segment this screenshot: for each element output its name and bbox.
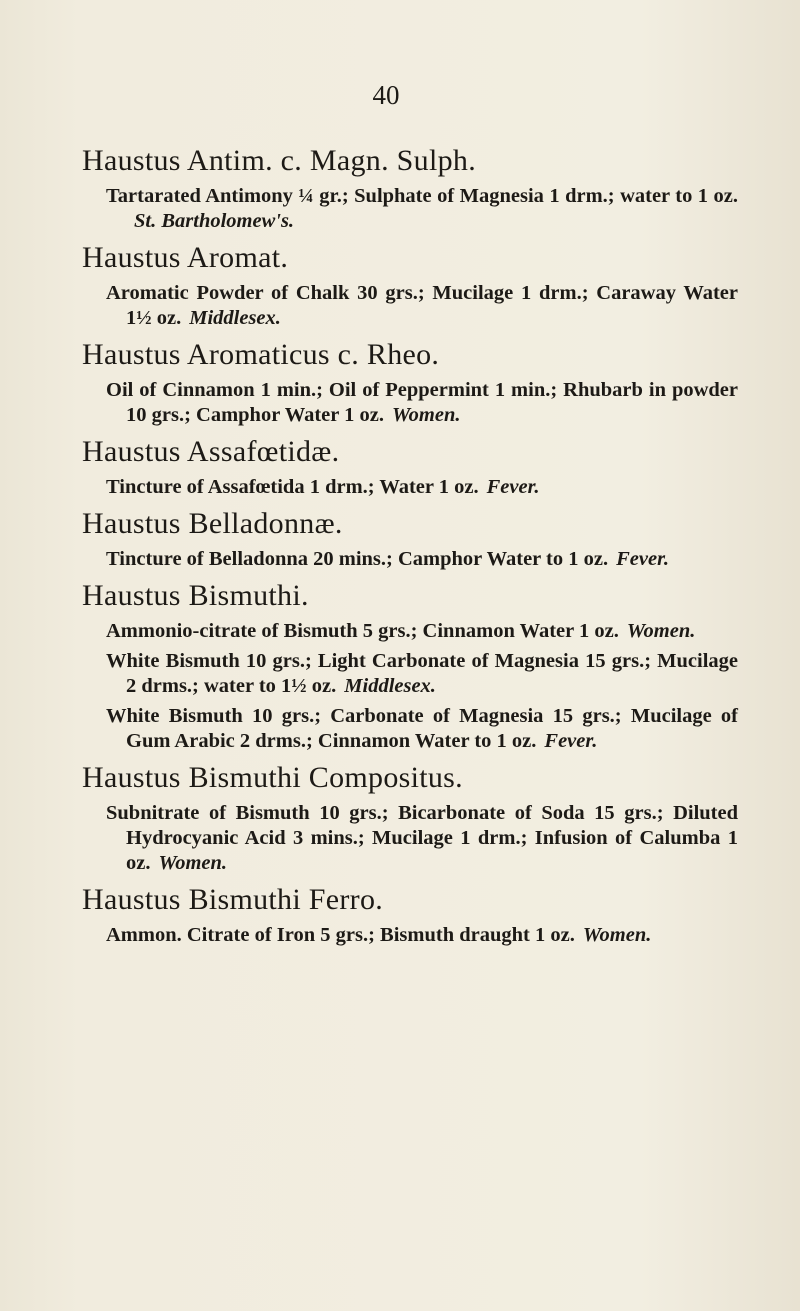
recipe [106, 475, 738, 500]
recipe [106, 704, 738, 754]
entry [78, 239, 738, 331]
recipe [106, 619, 738, 644]
recipe [106, 547, 738, 572]
recipe-text: White Bismuth 10 grs.; Light Carbonate of Magnesia 15 grs.; Mucilage 2 drms.; water to 1½ oz. [106, 650, 738, 697]
entry-title: Haustus Antim. c. Magn. Sulph. [82, 144, 477, 177]
recipe [106, 378, 738, 428]
entry-title: Haustus Belladonnæ. [82, 507, 343, 540]
recipe-text: Subnitrate of Bismuth 10 grs.; Bicarbonate of Soda 15 grs.; Diluted Hydrocyanic Acid 3 mins.; Mucilage 1 drm.; Infusion of Calumba 1 oz. [106, 802, 738, 874]
entry [78, 881, 738, 948]
entry-title: Haustus Bismuthi Compositus. [82, 761, 463, 794]
recipe-text: Tartarated Antimony ¼ gr.; Sulphate of Magnesia 1 drm.; water to 1 oz. [106, 185, 738, 207]
entry [78, 759, 738, 876]
recipe-source: Fever. [544, 730, 598, 752]
recipe-source: Middlesex. [344, 675, 436, 697]
recipe-source: Women. [582, 924, 652, 946]
entry-title: Haustus Aromaticus c. Rheo. [82, 338, 440, 371]
recipe-source: Women. [626, 620, 696, 642]
recipe-text: Oil of Cinnamon 1 min.; Oil of Peppermint 1 min.; Rhubarb in powder 10 grs.; Camphor Water 1 oz. [106, 379, 738, 426]
recipe [106, 923, 738, 948]
recipe-text: Ammon. Citrate of Iron 5 grs.; Bismuth draught 1 oz. [106, 924, 575, 946]
entry [78, 505, 738, 572]
recipe-source: Women. [158, 852, 228, 874]
recipe [106, 184, 738, 234]
recipe [106, 281, 738, 331]
entry [78, 142, 738, 234]
entry [78, 577, 738, 754]
entry-title: Haustus Assafœtidæ. [82, 435, 340, 468]
recipe-text: Tincture of Assafœtida 1 drm.; Water 1 oz. [106, 476, 479, 498]
recipe [106, 801, 738, 876]
page-number: 40 [372, 80, 400, 110]
recipe-source: Fever. [486, 476, 540, 498]
entry [78, 433, 738, 500]
recipe-source: St. Bartholomew's. [134, 210, 295, 232]
recipe-source: Women. [391, 404, 461, 426]
recipe-text: Aromatic Powder of Chalk 30 grs.; Mucilage 1 drm.; Caraway Water 1½ oz. [106, 282, 738, 329]
formulary-content [78, 140, 738, 953]
recipe [106, 649, 738, 699]
entry-title: Haustus Aromat. [82, 241, 289, 274]
recipe-source: Middlesex. [189, 307, 281, 329]
entry-title: Haustus Bismuthi. [82, 579, 309, 612]
recipe-text: Tincture of Belladonna 20 mins.; Camphor Water to 1 oz. [106, 548, 609, 570]
entry-title: Haustus Bismuthi Ferro. [82, 883, 384, 916]
entry [78, 336, 738, 428]
recipe-source: Fever. [616, 548, 670, 570]
recipe-text: White Bismuth 10 grs.; Carbonate of Magnesia 15 grs.; Mucilage of Gum Arabic 2 drms.; Cinnamon Water to 1 oz. [106, 705, 738, 752]
recipe-text: Ammonio-citrate of Bismuth 5 grs.; Cinnamon Water 1 oz. [106, 620, 619, 642]
